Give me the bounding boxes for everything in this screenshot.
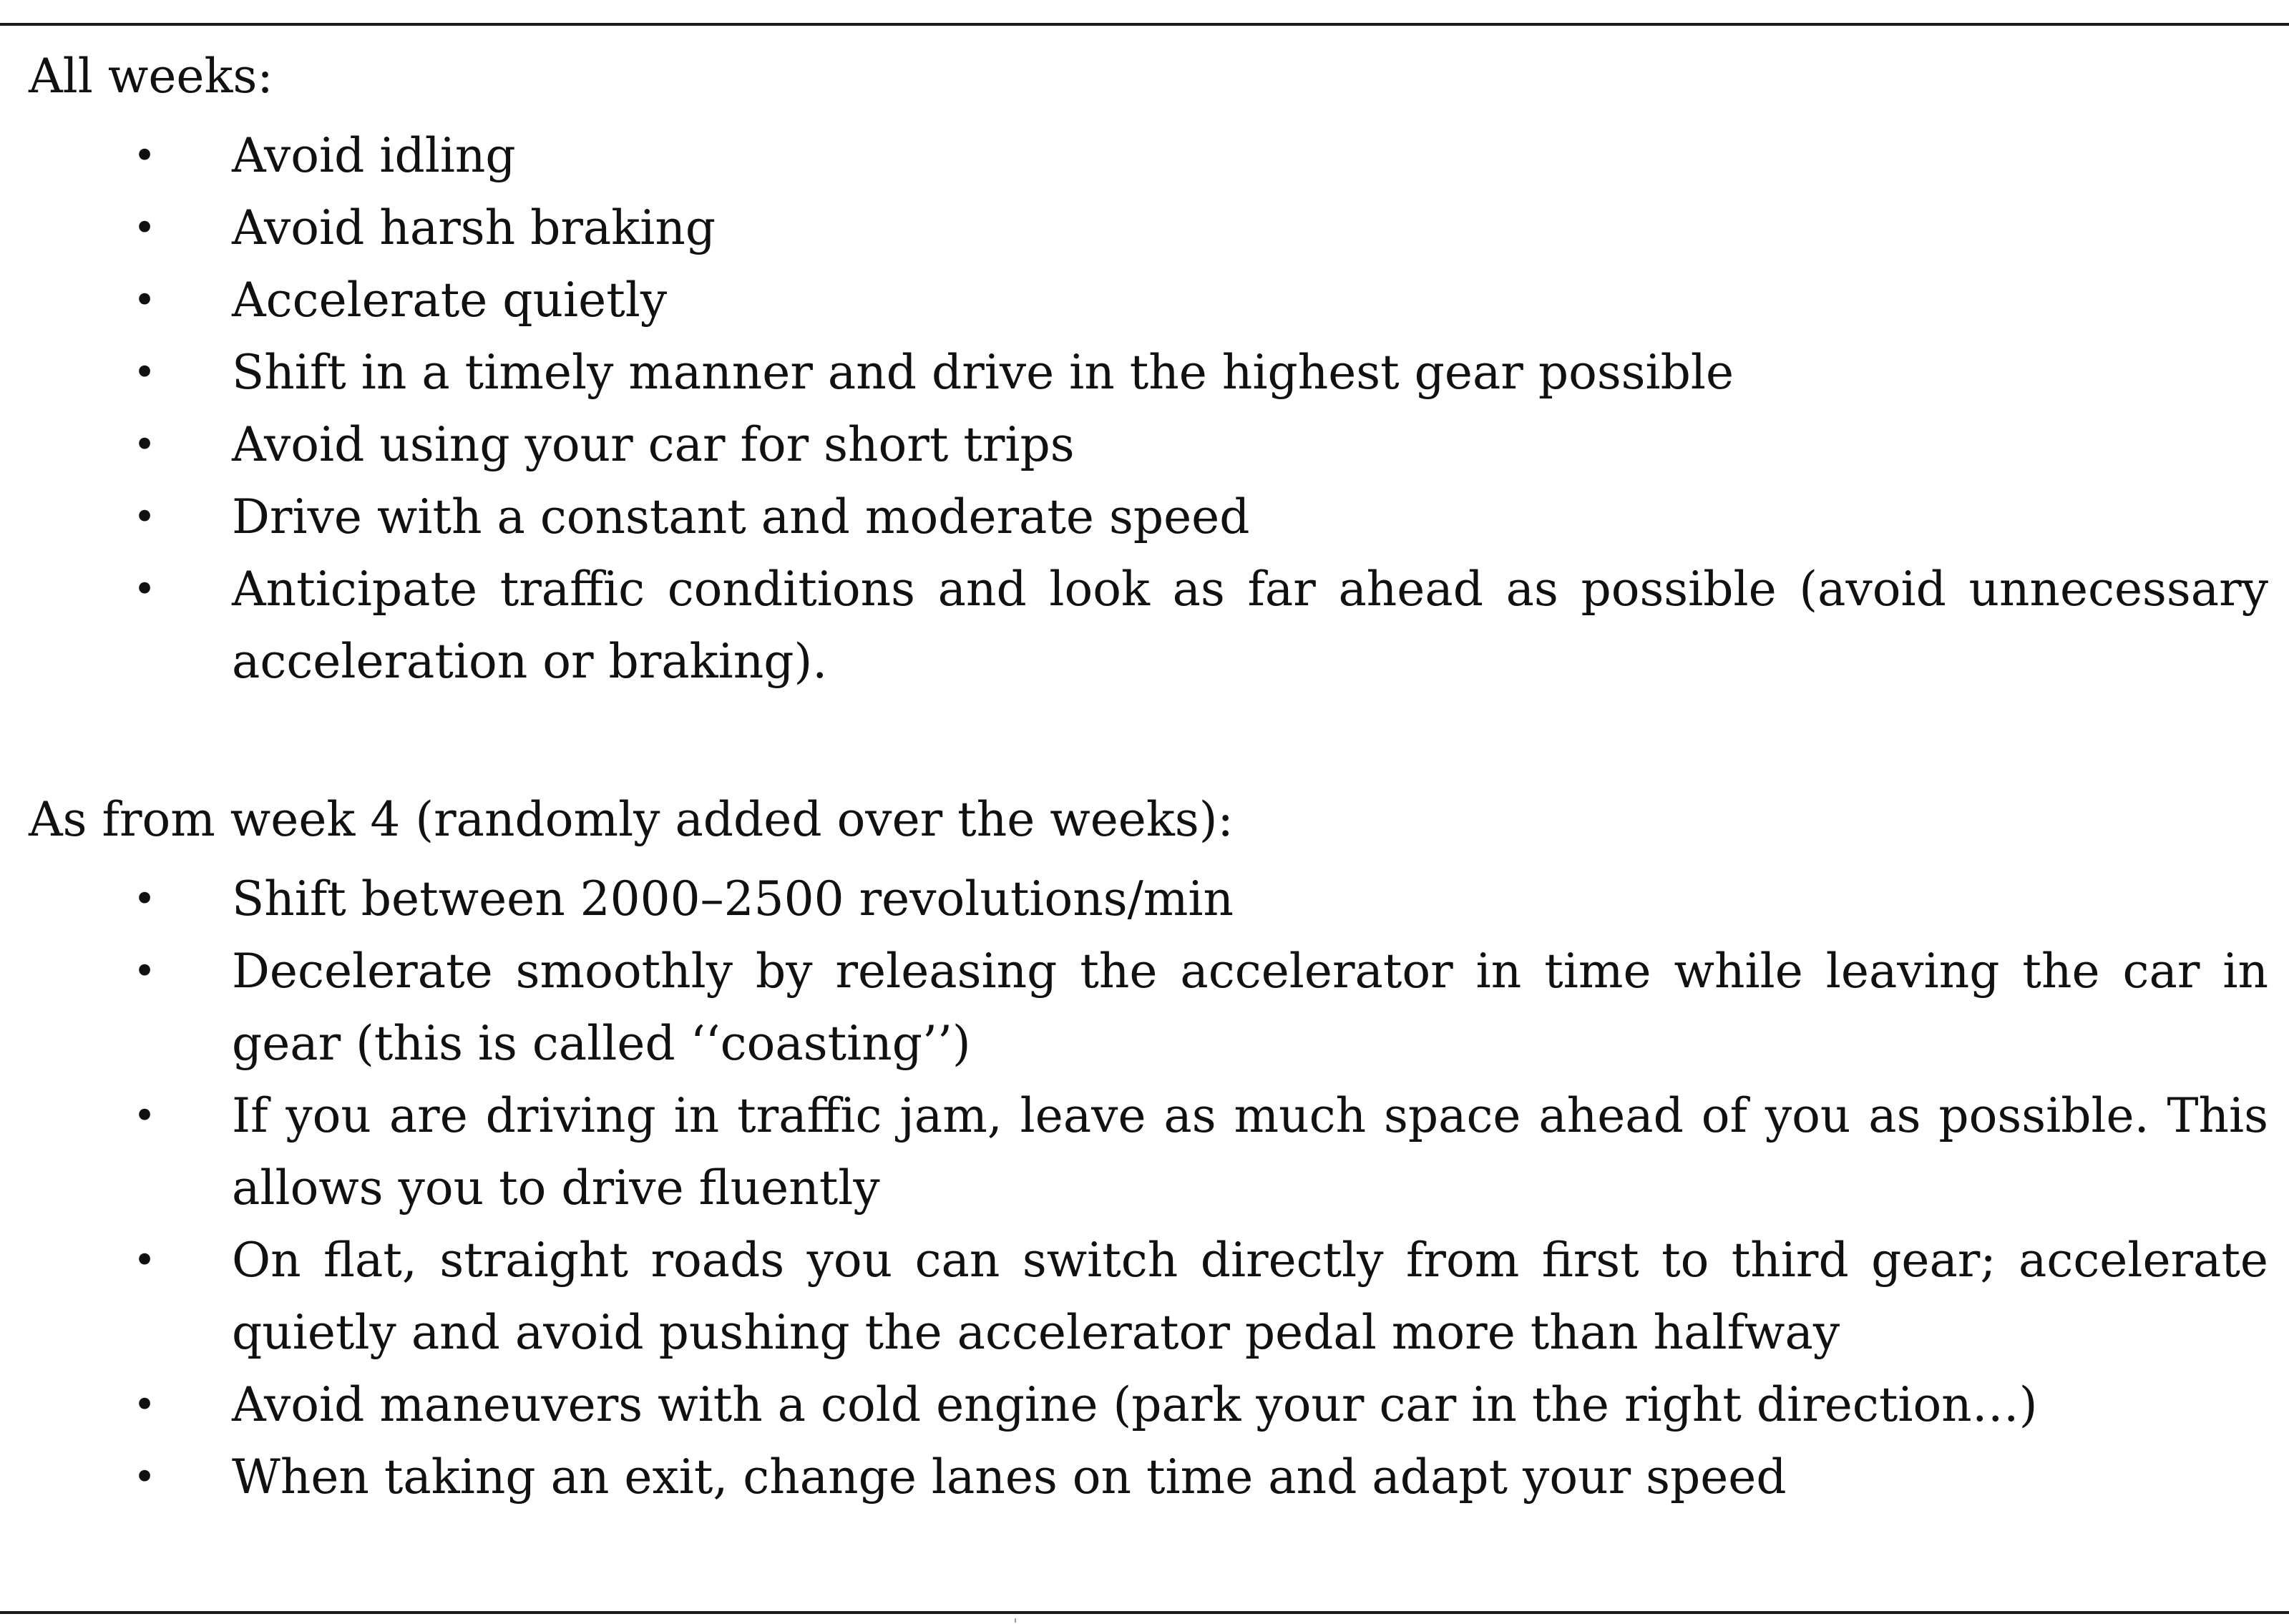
list-item-text: Avoid using your car for short trips [232,417,1075,472]
list-item-text: If you are driving in traffic jam, leave as much space ahead of you as possible. This allows you to drive fluently [232,1088,2268,1215]
bottom-rule [0,1611,2289,1614]
bullet-icon: • [133,1454,156,1500]
bullet-icon: • [133,350,156,395]
list-item [29,119,2268,192]
list-item-text: Shift in a timely manner and drive in the highest gear possible [232,345,1734,400]
bullet-icon: • [133,1093,156,1138]
list-item [29,1080,2268,1224]
section-spacer [29,698,2268,783]
list-item [29,481,2268,553]
list-item [29,264,2268,336]
bullet-icon: • [133,567,156,612]
list-item-text: When taking an exit, change lanes on time and adapt your speed [232,1449,1787,1505]
bullet-icon: • [133,422,156,467]
list-item [29,553,2268,698]
list-item [29,1224,2268,1369]
list-item-text: Accelerate quietly [232,273,668,328]
bullet-icon: • [133,494,156,539]
list-item-text: Shift between 2000–2500 revolutions/min [232,871,1234,926]
tip-list [29,119,2268,698]
section-all-weeks [29,40,2268,698]
list-item [29,935,2268,1080]
bullet-icon: • [133,133,156,178]
list-item-text: Avoid harsh braking [232,200,716,255]
list-item [29,336,2268,409]
bullet-icon: • [133,205,156,250]
bullet-icon: • [133,1238,156,1283]
list-item-text: Drive with a constant and moderate speed [232,489,1250,544]
list-item [29,192,2268,264]
list-item [29,1369,2268,1441]
list-item [29,863,2268,935]
list-item [29,1441,2268,1513]
section-heading: As from week 4 (randomly added over the weeks): [29,792,1234,847]
bullet-icon: • [133,278,156,323]
bullet-icon: • [133,1382,156,1427]
list-item-text: Anticipate traffic conditions and look as far ahead as possible (avoid unnecessary acceleration or braking). [232,562,2268,689]
bullet-icon: • [133,876,156,921]
section-heading: All weeks: [29,49,273,104]
center-tick-mark [1015,1618,1016,1623]
top-rule [0,23,2289,26]
section-from-week-4 [29,783,2268,1513]
eco-driving-tips-table [29,40,2268,1513]
list-item-text: Avoid idling [232,128,516,183]
bullet-icon: • [133,949,156,994]
list-item-text: Decelerate smoothly by releasing the accelerator in time while leaving the car in gear (this is called ‘‘coasting’’) [232,944,2268,1071]
list-item-text: On flat, straight roads you can switch directly from first to third gear; accelerate quietly and avoid pushing the accelerator pedal more than halfway [232,1233,2268,1360]
tip-list [29,863,2268,1513]
list-item-text: Avoid maneuvers with a cold engine (park your car in the right direction…) [232,1377,2038,1432]
list-item [29,409,2268,481]
